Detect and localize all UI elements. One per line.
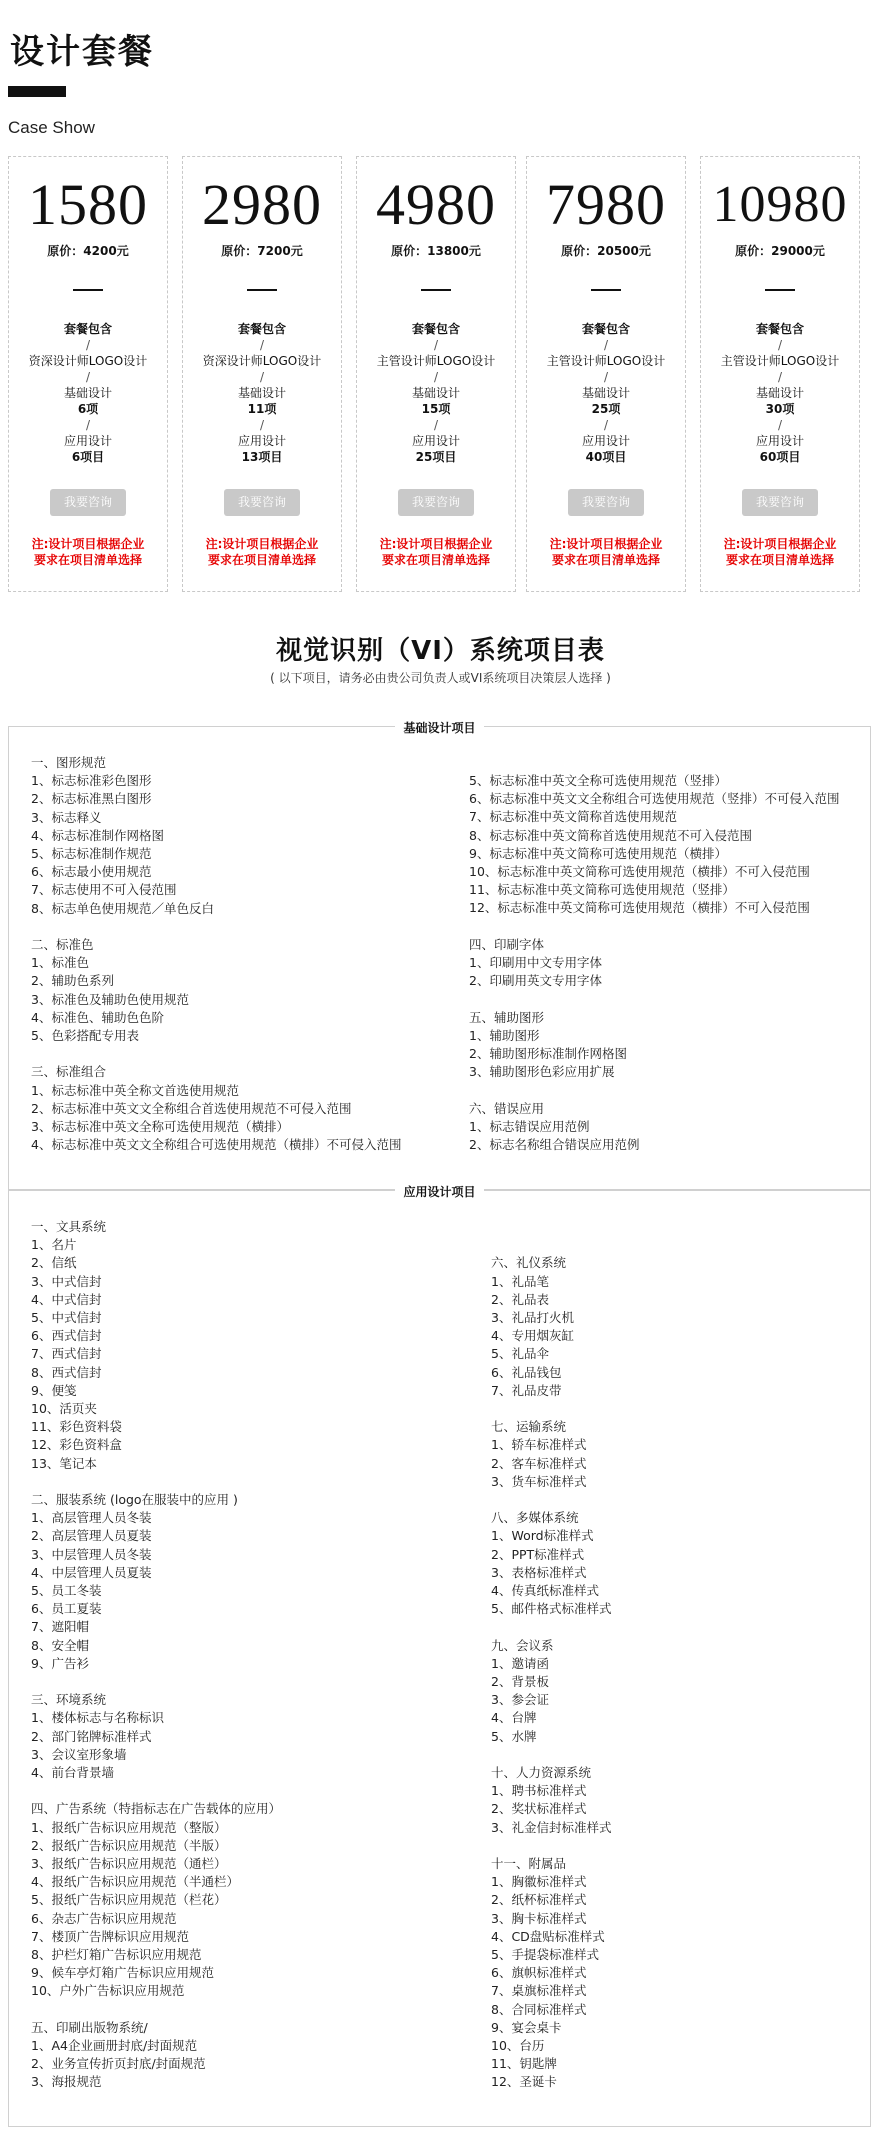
list-heading: 五、印刷出版物系统/ [31,2019,148,2035]
package-content-line: 应用设计 [63,434,112,448]
list-item: 6、员工夏装 [31,1601,102,1617]
basic-design-section [8,721,871,1190]
package-content-line: 25项 [591,402,621,416]
list-item: 2、奖状标准样式 [491,1801,587,1817]
package-content-line: 6项目 [71,450,105,464]
list-item: 2、纸杯标准样式 [491,1892,587,1908]
list-item: 6、标志标准中英文文全称组合可选使用规范（竖排）不可侵入范围 [469,791,840,807]
list-heading: 三、标准组合 [31,1064,107,1080]
list-item: 2、礼品表 [491,1291,549,1307]
consult-button[interactable]: 我要咨询 [568,489,644,516]
consult-button[interactable]: 我要咨询 [50,489,126,516]
package-content-line: 应用设计 [755,434,804,448]
package-divider [247,289,277,291]
list-heading: 四、广告系统（特指标志在广告载体的应用） [31,1801,282,1817]
application-section-title: 应用设计项目 [9,1183,870,1200]
list-item: 1、聘书标准样式 [491,1783,587,1799]
list-item: 6、旗帜标准样式 [491,1965,587,1981]
package-content-line: 基础设计 [63,386,112,400]
list-heading: 三、环境系统 [31,1692,107,1708]
list-spacer [491,1618,611,1636]
list-item: 1、名片 [31,1237,77,1253]
list-heading: 八、多媒体系统 [491,1510,579,1526]
list-item: 4、专用烟灰缸 [491,1328,574,1344]
list-item: 2、部门铭牌标准样式 [31,1728,152,1744]
list-item: 3、会议室形象墙 [31,1746,127,1762]
list-item: 2、客车标准样式 [491,1455,587,1471]
list-item: 1、标志错误应用范例 [469,1118,590,1134]
list-item: 2、业务宣传折页封底/封面规范 [31,2056,206,2072]
package-original-price: 原价：29000元 [735,244,825,258]
package-content-line: 资深设计师LOGO设计 [202,354,322,368]
list-item: 6、西式信封 [31,1328,102,1344]
list-item: 7、标志使用不可入侵范围 [31,882,177,898]
package-content-line: 应用设计 [237,434,286,448]
list-heading: 六、礼仪系统 [491,1255,567,1271]
title-underline-bar [8,86,66,97]
list-item: 3、胸卡标准样式 [491,1910,587,1926]
list-item: 1、辅助图形 [469,1027,540,1043]
package-content-line: / [777,370,783,384]
package-original-price: 原价：7200元 [221,244,303,258]
list-item: 3、礼品打火机 [491,1309,574,1325]
list-item: 8、合同标准样式 [491,2001,587,2017]
package-content-line: 主管设计师LOGO设计 [546,354,666,368]
consult-button[interactable]: 我要咨询 [224,489,300,516]
application-right-column [491,1218,611,2092]
package-price: 1580 [28,172,148,237]
list-item: 3、表格标准样式 [491,1564,587,1580]
package-note-line: 注:设计项目根据企业 [549,537,663,551]
package-content-line: 60项目 [759,450,801,464]
package-content-line: / [603,418,609,432]
package-content-line: 套餐包含 [237,322,286,336]
package-price: 4980 [376,172,496,237]
list-item: 4、中层管理人员夏装 [31,1564,152,1580]
list-item: 1、高层管理人员冬装 [31,1510,152,1526]
package-note [527,536,685,568]
package-note-line: 注:设计项目根据企业 [205,537,319,551]
package-contents [701,321,859,465]
list-spacer [31,1473,281,1491]
list-item: 3、标志标准中英文全称可选使用规范（横排） [31,1119,289,1135]
package-original-price: 原价：13800元 [391,244,481,258]
list-item: 3、海报规范 [31,2074,102,2090]
list-item: 3、参会证 [491,1692,549,1708]
list-item: 5、手提袋标准样式 [491,1947,599,1963]
consult-button[interactable]: 我要咨询 [742,489,818,516]
list-item: 3、货车标准样式 [491,1473,587,1489]
package-note [357,536,515,568]
list-item: 1、Word标准样式 [491,1528,594,1544]
list-item: 8、标志标准中英文简称首选使用规范不可入侵范围 [469,827,752,843]
list-item: 9、广告衫 [31,1655,89,1671]
package-note [701,536,859,568]
list-item: 2、标志标准中英文文全称组合首选使用规范不可侵入范围 [31,1100,352,1116]
list-item: 4、传真纸标准样式 [491,1583,599,1598]
list-spacer [31,1673,281,1691]
list-item: 5、礼品伞 [491,1346,549,1362]
list-item: 1、邀请函 [491,1655,549,1671]
package-content-line: 套餐包含 [63,322,112,336]
list-heading: 七、运输系统 [491,1419,567,1435]
list-item: 5、中式信封 [31,1310,102,1326]
package-note-line: 要求在项目清单选择 [207,553,316,567]
list-item: 10、户外广告标识应用规范 [31,1983,185,1999]
package-content-line: / [85,338,91,352]
list-item: 10、标志标准中英文简称可选使用规范（横排）不可入侵范围 [469,864,810,880]
package-content-line: 30项 [765,402,795,416]
vi-table-subtitle: ( 以下项目，请务必由贵公司负责人或VI系统项目决策层人选择 ) [270,671,611,685]
list-item: 6、标志最小使用规范 [31,864,152,880]
basic-right-column [469,772,839,1154]
list-item: 9、宴会桌卡 [491,2019,562,2035]
list-heading: 一、文具系统 [31,1219,107,1234]
package-content-line: 6项 [77,402,99,416]
list-spacer [469,918,839,936]
list-item: 8、护栏灯箱广告标识应用规范 [31,1947,202,1963]
list-item: 5、邮件格式标准样式 [491,1601,612,1617]
package-contents [9,321,167,465]
list-spacer [31,2001,281,2019]
list-item: 5、报纸广告标识应用规范（栏花） [31,1892,227,1908]
package-note-line: 要求在项目清单选择 [33,553,142,567]
package-content-line: / [603,338,609,352]
list-item: 4、前台背景墙 [31,1765,114,1781]
package-content-line: / [433,370,439,384]
package-content-line: / [777,418,783,432]
list-heading: 二、标准色 [31,937,94,953]
list-spacer [469,1081,839,1099]
list-item: 4、标志标准制作网格图 [31,827,164,843]
package-content-line: 13项目 [241,450,283,464]
list-spacer [491,1746,611,1764]
package-divider [421,289,451,291]
list-item: 1、报纸广告标识应用规范（整版） [31,1819,227,1835]
list-item: 10、活页夹 [31,1401,97,1417]
list-item: 4、台牌 [491,1710,537,1726]
package-card [700,156,860,592]
list-item: 3、中层管理人员冬装 [31,1546,152,1562]
package-content-line: 资深设计师LOGO设计 [28,354,148,368]
list-spacer [31,1045,401,1063]
list-item: 10、台历 [491,2038,545,2054]
package-divider [73,289,103,291]
basic-section-title: 基础设计项目 [9,719,870,736]
list-spacer [491,1400,611,1418]
list-spacer [469,990,839,1008]
package-contents [527,321,685,465]
package-divider [591,289,621,291]
package-original-price: 原价：4200元 [47,244,129,258]
list-item: 7、礼品皮带 [491,1382,562,1398]
list-heading: 十一、附属品 [491,1856,567,1871]
package-note-line: 要求在项目清单选择 [381,553,490,567]
list-item: 5、色彩搭配专用表 [31,1028,139,1044]
package-content-line: 25项目 [415,450,457,464]
list-item: 2、标志名称组合错误应用范例 [469,1137,640,1153]
package-contents [183,321,341,465]
list-item: 1、标志标准彩色图形 [31,773,152,789]
package-note-line: 注:设计项目根据企业 [723,537,837,551]
list-item: 7、遮阳帽 [31,1619,89,1635]
package-divider [765,289,795,291]
list-item: 3、辅助图形色彩应用扩展 [469,1064,615,1080]
list-item: 1、标志标准中英全称文首选使用规范 [31,1082,239,1098]
list-item: 3、标准色及辅助色使用规范 [31,991,189,1007]
package-content-line: / [259,370,265,384]
list-item: 9、便笺 [31,1382,77,1398]
list-spacer [491,1218,611,1236]
list-item: 4、标志标准中英文文全称组合可选使用规范（横排）不可侵入范围 [31,1137,402,1153]
package-content-line: 15项 [421,402,451,416]
list-heading: 四、印刷字体 [469,936,545,952]
list-heading: 五、辅助图形 [469,1009,545,1025]
list-item: 11、钥匙牌 [491,2056,557,2072]
list-item: 13、笔记本 [31,1455,97,1471]
list-item: 1、礼品笔 [491,1273,549,1289]
list-heading: 一、图形规范 [31,755,107,770]
list-heading: 十、人力资源系统 [491,1765,592,1780]
package-price: 2980 [202,172,322,237]
list-item: 1、标准色 [31,955,89,971]
list-item: 1、轿车标准样式 [491,1437,587,1453]
package-content-line: 11项 [247,402,277,416]
page-title: 设计套餐 [10,32,154,72]
list-item: 12、圣诞卡 [491,2074,557,2090]
list-item: 5、水牌 [491,1728,537,1744]
package-content-line: 基础设计 [755,386,804,400]
application-left-column [31,1218,281,2092]
list-item: 6、杂志广告标识应用规范 [31,1910,177,1926]
list-item: 2、标志标准黑白图形 [31,791,152,807]
package-content-line: 应用设计 [411,434,460,448]
package-content-line: / [603,370,609,384]
package-content-line: 基础设计 [411,386,460,400]
list-item: 8、标志单色使用规范／单色反白 [31,900,214,916]
list-item: 3、中式信封 [31,1273,102,1289]
list-item: 9、标志标准中英文简称可选使用规范（横排） [469,845,727,861]
list-item: 2、信纸 [31,1255,77,1271]
list-item: 2、高层管理人员夏装 [31,1528,152,1544]
package-content-line: 40项目 [585,450,627,464]
list-item: 11、标志标准中英文简称可选使用规范（竖排） [469,882,735,898]
list-item: 7、西式信封 [31,1346,102,1362]
package-content-line: 套餐包含 [755,322,804,336]
list-item: 12、彩色资料盒 [31,1437,122,1453]
package-content-line: / [85,418,91,432]
list-spacer [31,1782,281,1800]
package-note-line: 注:设计项目根据企业 [379,537,493,551]
package-note-line: 要求在项目清单选择 [725,553,834,567]
list-item: 7、标志标准中英文简称首选使用规范 [469,809,677,825]
list-spacer [491,1236,611,1254]
list-item: 8、西式信封 [31,1364,102,1380]
list-item: 4、报纸广告标识应用规范（半通栏） [31,1874,239,1890]
list-item: 4、CD盘贴标准样式 [491,1928,605,1944]
package-original-price: 原价：20500元 [561,244,651,258]
list-item: 3、报纸广告标识应用规范（通栏） [31,1856,227,1872]
basic-left-column [31,754,401,1154]
package-content-line: / [433,418,439,432]
package-content-line: 主管设计师LOGO设计 [720,354,840,368]
consult-button[interactable]: 我要咨询 [398,489,474,516]
package-content-line: 套餐包含 [411,322,460,336]
package-card [356,156,516,592]
package-note-line: 要求在项目清单选择 [551,553,660,567]
list-spacer [491,1491,611,1509]
list-item: 5、员工冬装 [31,1583,102,1599]
list-item: 12、标志标准中英文简称可选使用规范（横排）不可入侵范围 [469,900,810,916]
package-content-line: / [259,338,265,352]
package-content-line: / [85,370,91,384]
list-heading: 二、服装系统 (logo在服装中的应用 ) [31,1492,238,1508]
page-subtitle: Case Show [8,118,95,137]
list-item: 5、标志标准中英文全称可选使用规范（竖排） [469,773,727,788]
list-item: 1、A4企业画册封底/封面规范 [31,2038,198,2054]
list-item: 2、报纸广告标识应用规范（半版） [31,1837,227,1853]
package-content-line: 基础设计 [581,386,630,400]
list-heading: 九、会议系 [491,1637,554,1653]
list-item: 2、PPT标准样式 [491,1546,585,1562]
package-content-line: 套餐包含 [581,322,630,336]
list-item: 2、印刷用英文专用字体 [469,973,602,989]
vi-table-title: 视觉识别（VI）系统项目表 [276,636,605,666]
package-note [183,536,341,568]
list-item: 1、胸徽标准样式 [491,1874,587,1890]
package-content-line: 主管设计师LOGO设计 [376,354,496,368]
list-item: 4、中式信封 [31,1291,102,1307]
package-note [9,536,167,568]
list-item: 3、礼金信封标准样式 [491,1819,612,1835]
package-price: 7980 [546,172,666,237]
list-item: 7、桌旗标准样式 [491,1983,587,1999]
list-spacer [491,1837,611,1855]
package-content-line: / [777,338,783,352]
list-item: 1、印刷用中文专用字体 [469,955,602,971]
list-item: 2、背景板 [491,1674,549,1689]
list-item: 8、安全帽 [31,1637,89,1653]
list-item: 6、礼品钱包 [491,1364,562,1380]
list-item: 1、楼体标志与名称标识 [31,1710,164,1726]
list-spacer [31,918,401,936]
package-content-line: 基础设计 [237,386,286,400]
list-item: 4、标准色、辅助色色阶 [31,1009,164,1025]
list-item: 9、候车亭灯箱广告标识应用规范 [31,1965,214,1981]
list-item: 11、彩色资料袋 [31,1419,122,1435]
application-design-section [8,1185,871,2127]
list-heading: 六、错误应用 [469,1100,545,1116]
package-note-line: 注:设计项目根据企业 [31,537,145,551]
package-card [182,156,342,592]
package-card [526,156,686,592]
list-item: 2、辅助图形标准制作网格图 [469,1046,627,1062]
list-item: 5、标志标准制作规范 [31,846,152,862]
package-price: 10980 [712,176,848,233]
list-item: 2、辅助色系列 [31,973,114,989]
list-item: 3、标志释义 [31,809,102,825]
package-card [8,156,168,592]
list-item: 7、楼顶广告牌标识应用规范 [31,1928,189,1944]
package-contents [357,321,515,465]
package-content-line: / [433,338,439,352]
package-content-line: 应用设计 [581,434,630,448]
package-content-line: / [259,418,265,432]
